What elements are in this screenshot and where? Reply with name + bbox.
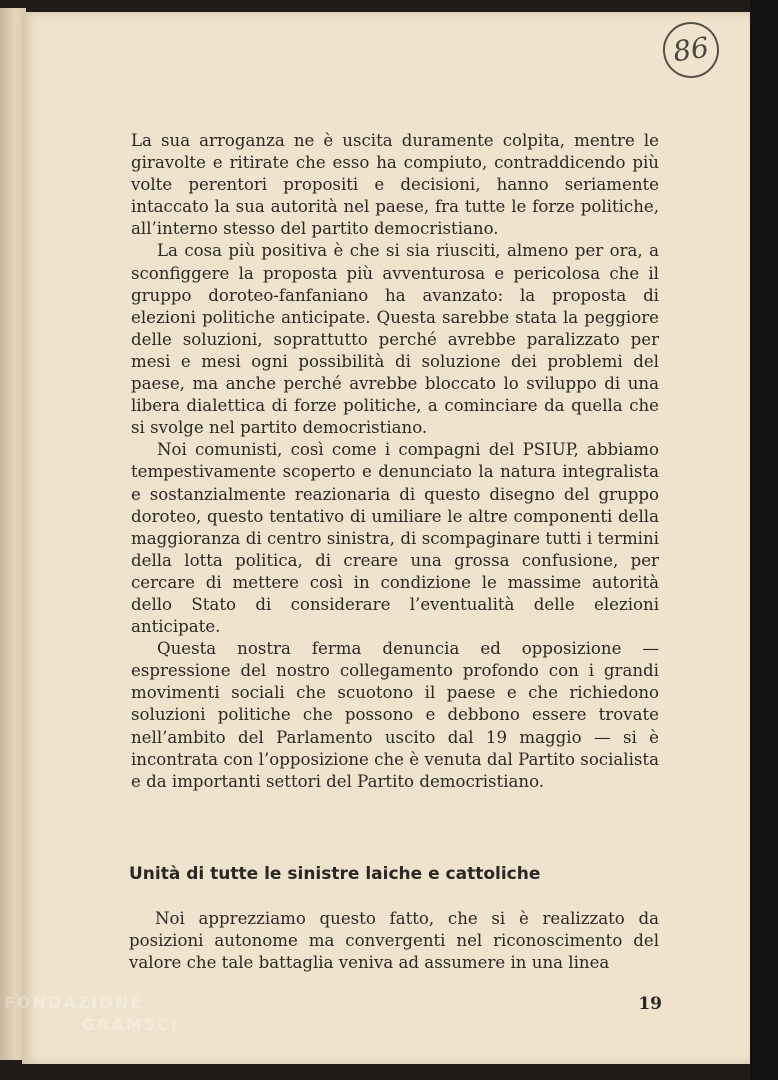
- paragraph-3: Noi comunisti, così come i compagni del PSIUP, abbiamo tempestivamente scoperto e denunciato la natura integralista e sostanzialmente reazionaria di questo disegno del gruppo doroteo, questo tentativo di umiliare le altre componenti della maggioranza di centro sinistra, di scompaginare tutti i termini della lotta politica, di creare una grossa confusione, per cercare di mettere così in condizione le massime autorità dello Stato di considerare l’eventualità delle elezioni anticipate.: [131, 440, 659, 637]
- section-heading: Unità di tutte le sinistre laiche e cattoliche: [129, 864, 541, 884]
- paragraph-4: Questa nostra ferma denuncia ed opposizione — espressione del nostro collegamento profondo con i grandi movimenti sociali che scuotono il paese e che richiedono soluzioni politiche che possono e debbono essere trovate nell’ambito del Parlamento uscito dal 19 maggio — si è incontrata con l’opposizione che è venuta dal Partito socialista e da importanti settori del Partito democristiano.: [131, 639, 659, 791]
- paragraph-1: La sua arroganza ne è uscita duramente colpita, mentre le giravolte e ritirate che esso ha compiuto, contraddicendo più volte perentori propositi e decisioni, hanno seriamente intaccato la sua autorità nel paese, fra tutte le forze politiche, all’interno stesso del partito democristiano.: [131, 131, 659, 239]
- paragraph-2: La cosa più positiva è che si sia riusciti, almeno per ora, a sconfiggere la proposta più avventurosa e pericolosa che il gruppo doroteo-fanfaniano ha avanzato: la proposta di elezioni politiche anticipate. Questa sarebbe stata la peggiore delle soluzioni, soprattutto perché avrebbe paralizzato per mesi e mesi ogni possibilità di soluzione dei problemi del paese, ma anche perché avrebbe bloccato lo sviluppo di una libera dialettica di forze politiche, a cominciare da quella che si svolge nel partito democristiano.: [131, 241, 659, 438]
- page-number: 19: [638, 994, 662, 1014]
- watermark-line-2: GRAMSCI: [82, 1015, 179, 1034]
- body-text-top: [131, 130, 659, 793]
- body-text-bottom: [129, 908, 659, 974]
- right-background-edge: [750, 0, 778, 1080]
- archive-watermark: [4, 992, 194, 1036]
- watermark-line-1: FONDAZIONE: [4, 993, 144, 1012]
- handwritten-folio-number: 86: [659, 18, 722, 81]
- paragraph-5: Noi apprezziamo questo fatto, che si è realizzato da posizioni autonome ma convergenti nel riconoscimento del valore che tale battaglia veniva ad assumere in una linea: [129, 909, 659, 973]
